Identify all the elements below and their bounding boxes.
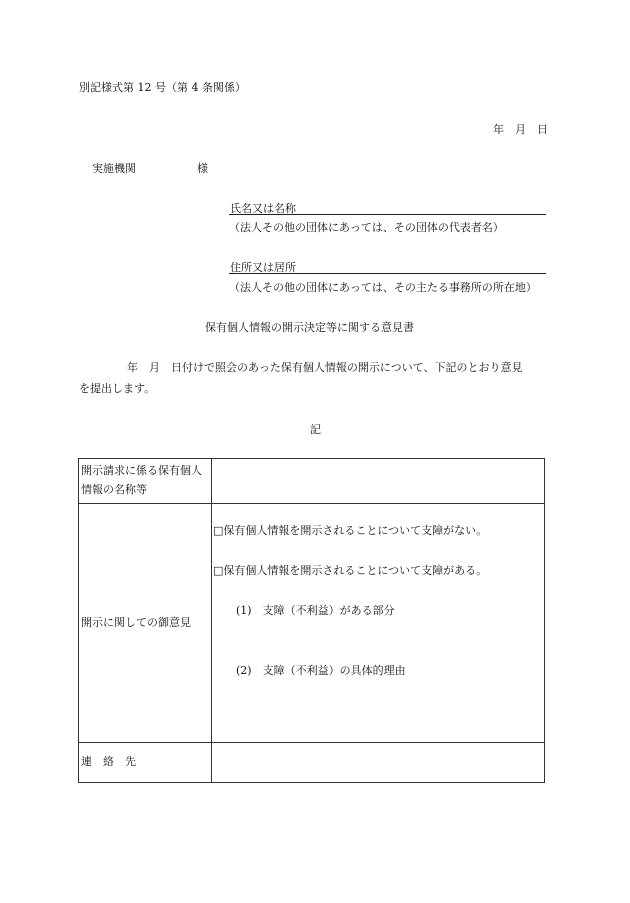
applicant-name-note: （法人その他の団体にあっては、その団体の代表者名） bbox=[229, 221, 504, 234]
body-line-2: を提出します。 bbox=[79, 382, 156, 395]
row-label-info-name bbox=[79, 459, 212, 504]
applicant-name-label: 氏名又は名称 bbox=[230, 202, 296, 215]
body-line-1: 年 月 日付けで照会のあった保有個人情報の開示について、下記のとおり意見 bbox=[127, 361, 523, 374]
row-label-contact bbox=[79, 743, 212, 783]
document-title: 保有個人情報の開示決定等に関する意見書 bbox=[205, 321, 414, 334]
info-name-field[interactable] bbox=[212, 459, 545, 504]
opinion-cell bbox=[212, 504, 545, 743]
row1-label-line1: 開示請求に係る保有個人 bbox=[81, 464, 202, 478]
applicant-name-line[interactable] bbox=[229, 214, 546, 215]
option-no-hindrance-checkbox[interactable]: □保有個人情報を開示されることについて支障がない。 bbox=[213, 524, 488, 537]
row2-label-text: 開示に関しての御意見 bbox=[81, 615, 191, 629]
addressee-honorific: 様 bbox=[197, 162, 208, 175]
option-hindrance-checkbox[interactable]: □保有個人情報を開示されることについて支障がある。 bbox=[213, 564, 488, 577]
sub-item-hindrance-part: (1) 支障（不利益）がある部分 bbox=[236, 604, 395, 617]
applicant-address-note: （法人その他の団体にあっては、その主たる事務所の所在地） bbox=[229, 281, 537, 294]
applicant-address-line[interactable] bbox=[229, 273, 546, 274]
table-row bbox=[79, 743, 545, 783]
row1-label-line2: 情報の名称等 bbox=[81, 483, 147, 496]
applicant-address-label: 住所又は居所 bbox=[230, 261, 296, 274]
sub-item-hindrance-reason: (2) 支障（不利益）の具体的理由 bbox=[236, 664, 406, 677]
contact-field[interactable] bbox=[212, 743, 545, 783]
date-label: 年 月 日 bbox=[493, 123, 548, 136]
opinion-table bbox=[78, 458, 545, 783]
ki-label: 記 bbox=[310, 423, 321, 436]
row-label-opinion bbox=[79, 504, 212, 743]
table-row bbox=[79, 504, 545, 743]
form-number: 別記様式第 12 号（第 4 条関係） bbox=[79, 81, 246, 94]
table-row bbox=[79, 459, 545, 504]
row3-label-text: 連 絡 先 bbox=[81, 755, 136, 769]
addressee-org: 実施機関 bbox=[92, 162, 136, 175]
